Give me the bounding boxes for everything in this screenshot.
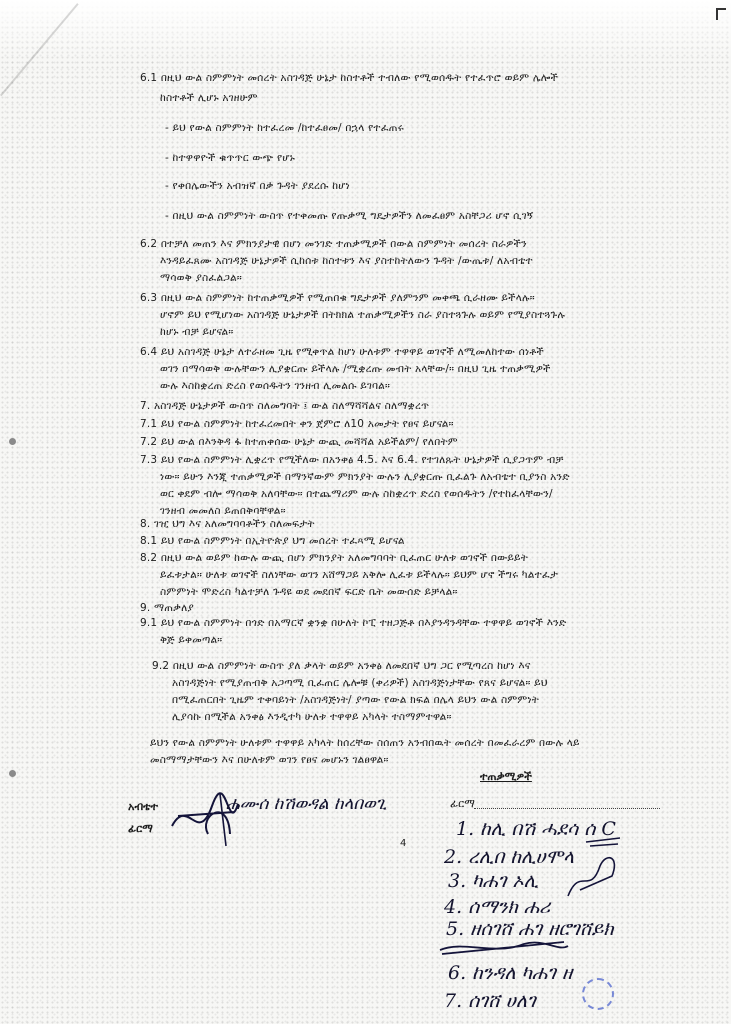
document-line: 9.2 በዚህ ውል ስምምነት ውስጥ ያለ ቃላት ወይም አንቀፅ ለመደበኛ ህግ ጋር የሚጣረስ ከሆነ እና (152, 660, 531, 672)
document-line: ሆኖም ይህ የሚሆነው አስገዳጅ ሁኔታዎች በትክክል ተጠቃሚዎችን ስራ ያስተጓጉሉ ወይም የሚያስተጓጉሉ (160, 309, 566, 321)
handwritten-user-entry: 1. ከሊ በሽ ሓደሳ ሰ C (456, 818, 616, 840)
document-line: ከስተቶች ሊሆኑ አገዘሁም (160, 92, 258, 104)
handwritten-user-entry: 6. ከንዳለ ካሐገ ዘ (448, 962, 573, 984)
document-line: - የቀበሌውችን አብዝኛ በቃ ጉዳት ያደረሱ ከሆነ (165, 180, 350, 192)
document-line: - ይህ የውል ስምምነት ከተፈረመ /ከተፈፀመ/ በኋላ የተፈጠሩ (165, 122, 404, 134)
document-line: መስማማታቸውን እና በሁለቱም ወገን የፀና መሆኑን ገልፀዋል። (150, 754, 389, 766)
document-line: በሚፈጠርበት ጊዜም ተቀባይነት /አስገዳጅነት/ ያጣው የውል ክፍል በሌላ ይህን ውል ስምምነት (172, 694, 540, 706)
signature-dotted-line (474, 808, 660, 809)
handwritten-user-entry: 5. ዘሰገሸ ሐገ ዘሮገሸይክ (446, 918, 614, 940)
punch-hole (9, 770, 16, 777)
document-line: ወር ቀደም ብሎ ማሳወቅ አለባቸው። በተጨማሪም ውሉ ስከቋረጥ ድረስ የወሰዱትን /የተከፈላቸውን/ (160, 488, 553, 500)
document-line: ቅጅ ይቀመጣል። (160, 634, 223, 646)
document-line: ከሆኑ ብቻ ይሆናል። (160, 326, 234, 338)
struck-out-entry (434, 932, 574, 960)
document-line: 7.1 ይህ የውል ስምምነት ከተፈረመበት ቀን ጀምሮ ለ10 አመታት የፀና ይሆናል። (140, 418, 454, 430)
users-label: ተጠቃሚዎች (480, 770, 532, 783)
document-line: 8. ገዢ ህግ እና አለመግባባቶችን ስለመፍታት (140, 518, 315, 530)
scan-top-band (0, 0, 731, 60)
handwritten-user-entry: 3. ካሐገ ኦሊ (448, 870, 539, 892)
provider-handwritten-name: ሐሙሰ ከሽወዳል ከላበወጊ (226, 794, 387, 814)
document-line: 7. አስገዳጅ ሁኔታዎች ውስጥ ስለመግባት ፤ ውል ስለማሻሻልና ስለማቋረጥ (140, 400, 430, 412)
document-line: 8.1 ይህ የውል ስምምነት በኢትዮጵያ ህግ መሰረት ተፈጻሚ ይሆናል (140, 535, 405, 547)
document-line: 9. ማጠቃለያ (140, 602, 194, 614)
punch-hole (9, 438, 16, 445)
user-signature-scribble (560, 846, 630, 906)
document-line: ነው። ይሁን እንጂ ተጠቃሚዎች በማንኛውም ምክንያት ውሉን ሊያቋርጡ ቢፈልጉ ለአብቴተ ቢያንስ አንድ (160, 471, 570, 483)
strikeout-mark (584, 832, 624, 852)
provider-signature-label: ፊርማ (128, 822, 153, 835)
document-line: ውሉ እስከቋረጠ ድረስ የወሰዱትን ገንዘብ ሊመልሱ ይገባል። (160, 380, 391, 392)
document-line: 6.4 ይህ አስገዳጅ ሁኔታ ለተራዘመ ጊዜ የሚቀጥል ከሆነ ሁለቱም ተዋዋይ ወገኖች ለሚመለከተው ሰነቶች (140, 346, 545, 358)
handwritten-user-entry: 7. ሰገሸ ሀለገ (444, 990, 536, 1012)
provider-label: አብቴተ (128, 800, 159, 813)
users-signature-label: ፊርማ (450, 797, 475, 810)
document-line: ሊያሳኩ በሚችል አንቀፅ እንዲተካ ሁለቱ ተዋዋይ አካላት ተስማምተዋል። (172, 711, 452, 723)
document-line: - በዚህ ውል ስምምነት ውስጥ የተቀመጡ የጡቃሚ ግዴታዎችን ለመፈፀም አስቸጋሪ ሆኖ ሲገኝ (165, 210, 534, 222)
document-line: 8.2 በዚህ ውል ወይም ከውሉ ውጪ በሆነ ምክንያት አለመግባባት ቢፈጠር ሁለቱ ወገኖች በውይይት (140, 552, 529, 564)
document-line: 6.3 በዚህ ውል ስምምነት ከተጠቃሚዎች የሚጠበቁ ግዴታዎች ያለምንም መቀጫ ሲራዘሙ ይችላሉ። (140, 292, 535, 304)
document-line: 7.3 ይህ የውል ስምምነት ሊቋረጥ የሚችለው በአንቀፅ 4.5. እና 6.4. የተገለጹት ሁኔታዎች ሲያጋጥም ብቻ (140, 454, 564, 466)
document-line: ወገን በማሳወቅ ውሉቸውን ሊያቋርጡ ይችላሉ /ሚቋረጡ መብት አላቸው/። በዚህ ጊዜ ተጠቃሚዎች (160, 363, 551, 375)
document-line: ማሳወቅ ያስፈልጋል። (160, 272, 242, 284)
handwritten-user-entry: 2. ረሊበ ከሊሀሞላ (444, 846, 575, 868)
document-line: 9.1 ይህ የውል ስምምነት በጎድ በአማርኛ ቋንቋ በሁለት ኮፒ ተዘጋጅቶ በእያንዳንዳቸው ተዋዋይ ወገኖች እንድ (140, 617, 567, 629)
page-marker: 4 (400, 838, 407, 849)
document-line: 6.2 በተቻለ መጠን እና ምክንያታዊ በሆነ መንገድ ተጠቃሚዎች በውል ስምምነት መሰረት ስራዎችን (140, 238, 527, 250)
document-line: 6.1 በዚህ ውል ስምምነት መሰረት አስገዳጅ ሁኔታ ከስተቶች ተብለው የሚወሰዱት የተፈጥሮ ወይም ሌሎች (140, 72, 559, 84)
document-line: እንዳይፈጸሙ አስገዳጅ ሁኔታዎች ሲከሰቱ ከስተቱን እና ያስተከትለውን ጉዳት /ውጤቱ/ ለአብቴተ (160, 255, 533, 267)
document-line: ገንዘብ መመለስ ይጠበቅባቸዋል። (160, 505, 286, 517)
document-line: 7.2 ይህ ውል በእንቅዳ ፋ ከተጠቀሰው ሁኔታ ውጪ መሻሻል አይችልም/ የለበትም (140, 436, 458, 448)
document-line: ይፈቱታል። ሁለቱ ወገኖች ስለነቸው ወገን አሸማጋይ አቅሎ ሊፈቱ ይችላሉ። ይህም ሆኖ ችግሩ ካልተፈታ (160, 569, 559, 581)
document-line: - ከተዋዋዮች ቁጥጥር ውጭ የሆኑ (165, 152, 295, 164)
ink-stamp (582, 978, 614, 1010)
document-line: ስምምነት ሞድረስ ካልተቻለ ጉዳዩ ወደ መደበኛ ፍርድ ቤት መውሰድ ይቻላል። (160, 586, 458, 598)
document-line: አስገዳጅነት የሚያጠብቅ አጋጣሚ ቢፈጠር ሌሎቹ (ቀሪዎች) አስገዳጅነታቸው የጸና ይሆናል። ይህ (172, 677, 548, 689)
scan-corner-mark (716, 8, 726, 20)
document-line: ይህን የውል ስምምነት ሁለቱም ተዋዋይ አካላት ከሰረቸው ስሰጠን አንብበዉት መሰረት በመፈራረም በውሉ ላይ (150, 737, 580, 749)
handwritten-user-entry: 4. ሰማንክ ሐሪ (444, 896, 551, 918)
